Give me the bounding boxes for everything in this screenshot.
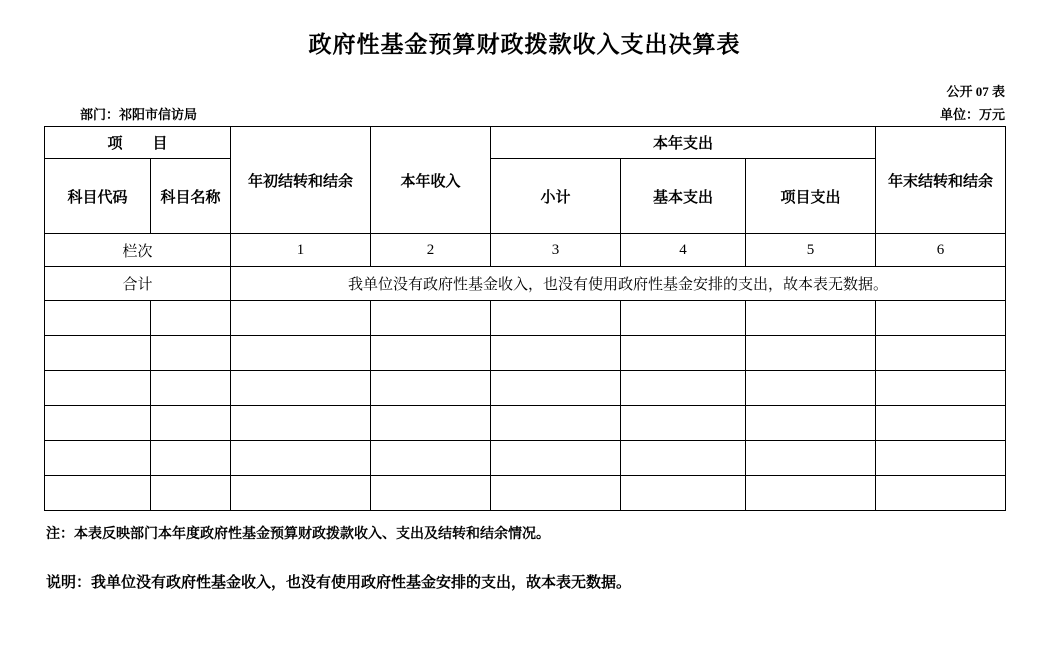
empty-row [45,476,1006,511]
empty-row [45,301,1006,336]
empty-row [45,406,1006,441]
table-code: 公开 07 表 [946,84,1005,99]
empty-row [45,371,1006,406]
header-current-expenditure-group: 本年支出 [491,127,876,159]
header-basic-expenditure: 基本支出 [621,159,746,234]
page-title: 政府性基金预算财政拨款收入支出决算表 [308,32,741,57]
column-index-6: 6 [876,234,1006,267]
header-current-income: 本年收入 [371,127,491,234]
column-index-2: 2 [371,234,491,267]
meta-row [44,104,1005,123]
department-label: 部门：祁阳市信访局 [80,107,198,122]
header-subtotal: 小计 [491,159,621,234]
table-remark: 说明：我单位没有政府性基金收入，也没有使用政府性基金安排的支出，故本表无数据。 [46,575,632,591]
header-row-2 [45,159,1006,234]
table-note: 注：本表反映部门本年度政府性基金预算财政拨款收入、支出及结转和结余情况。 [46,527,550,542]
header-row-1 [45,127,1006,159]
column-index-3: 3 [491,234,621,267]
column-index-label: 栏次 [45,234,231,267]
column-index-5: 5 [746,234,876,267]
header-subject-name: 科目名称 [151,159,231,234]
header-ending-balance: 年末结转和结余 [876,127,1006,234]
total-label: 合计 [45,267,231,301]
header-item-group: 项 目 [45,127,231,159]
total-message: 我单位没有政府性基金收入，也没有使用政府性基金安排的支出，故本表无数据。 [231,267,1006,301]
empty-row [45,336,1006,371]
column-index-row [45,234,1006,267]
header-project-expenditure: 项目支出 [746,159,876,234]
header-subject-code: 科目代码 [45,159,151,234]
column-index-4: 4 [621,234,746,267]
fund-budget-table [44,126,1006,511]
total-row [45,267,1006,301]
unit-label: 单位：万元 [939,107,1005,122]
column-index-1: 1 [231,234,371,267]
header-beginning-balance: 年初结转和结余 [231,127,371,234]
empty-row [45,441,1006,476]
